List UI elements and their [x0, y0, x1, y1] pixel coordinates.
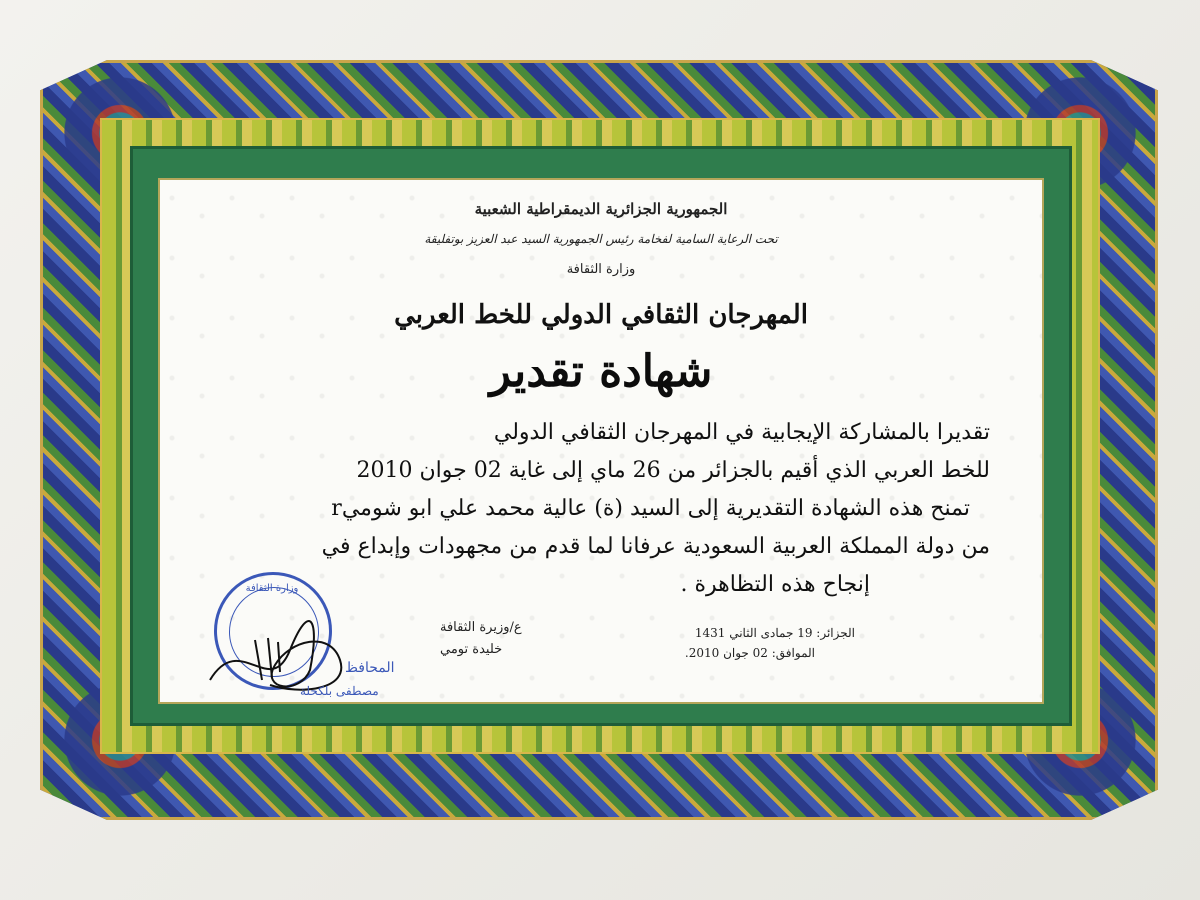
festival-name: المهرجان الثقافي الدولي للخط العربي	[394, 300, 808, 330]
body-line-5: إنجاح هذه التظاهرة .	[680, 572, 870, 597]
date-gregorian: الموافق: 02 جوان 2010.	[684, 646, 815, 660]
date-hijri: الجزائر: 19 جمادى الثاني 1431	[694, 626, 855, 640]
body-line-1: تقديرا بالمشاركة الإيجابية في المهرجان الثقافي الدولي	[493, 420, 990, 445]
stamp-role: المحافظ	[345, 660, 395, 676]
minister-title: ع/وزيرة الثقافة	[440, 620, 522, 635]
ministry-heading: وزارة الثقافة	[566, 262, 636, 277]
stamp-text: وزارة الثقافة	[245, 583, 299, 594]
patronage-line: تحت الرعاية السامية لفخامة رئيس الجمهورية السيد عبد العزيز بوتفليقة	[424, 232, 778, 246]
body-line-2: للخط العربي الذي أقيم بالجزائر من 26 ماي إلى غاية 02 جوان 2010	[356, 458, 990, 483]
minister-name: خليدة تومي	[440, 642, 503, 657]
certificate-title: شهادة تقدير	[489, 346, 713, 397]
body-line-4: من دولة المملكة العربية السعودية عرفانا لما قدم من مجهودات وإبداع في	[321, 534, 990, 559]
body-line-3: تمنح هذه الشهادة التقديرية إلى السيد (ة) عالية محمد علي ابو شوميr	[331, 496, 970, 521]
stamp-signatory-name: مصطفى بلكحلة	[300, 684, 379, 698]
republic-heading: الجمهورية الجزائرية الديمقراطية الشعبية	[474, 200, 728, 218]
